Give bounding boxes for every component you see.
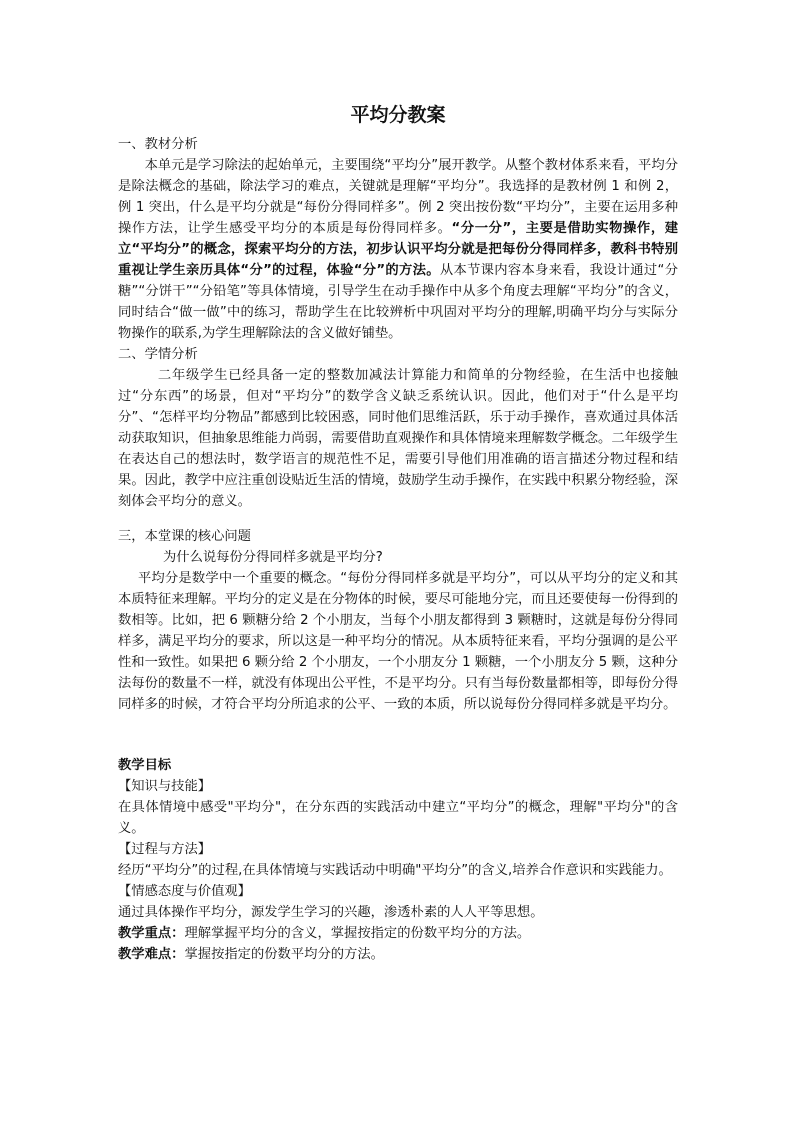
section-heading-material-analysis: 一、教材分析 bbox=[118, 137, 198, 152]
emotion-values-text: 通过具体操作平均分，源发学生学习的兴趣，渗透朴素的人人平等思想。 bbox=[118, 905, 544, 920]
document-title: 平均分教案 bbox=[350, 104, 446, 126]
material-analysis-text-c: 从本节课内容本身来看，我设计通过“分糖”“分饼干”“分铅笔”等具体情境，引导学生在动手操作中从多个角度去理解“平均分”的含义，同时结合“做一做”中的练习，帮助学生在比较辨析中巩固对平均分的理解,明确平均分与实际分物操作的联系,为学生理解除法的含义做好铺垫。 bbox=[118, 263, 678, 341]
knowledge-skills-title: 【知识与技能】 bbox=[118, 779, 212, 794]
teaching-key-label: 教学重点： bbox=[118, 926, 185, 941]
material-analysis-text-a: 本单元是学习除法的起始单元，主要围绕“平均分”展开教学。从整个教材体系来看，平均分是除法概念的基础，除法学习的难点，关键就是理解“平均分”。我选择的是教材例 1 和例 2，例 1 突出，什么是平均分就是“每份分得同样多”。例 2 突出按份数“平均分”，主要在运用多种操作方法，让学生感受平均分的本质是每份得同样多。 bbox=[118, 158, 678, 236]
section-heading-student-analysis: 二、学情分析 bbox=[118, 347, 198, 362]
process-method-text: 经历“平均分”的过程,在具体情境与实践话动中明确"平均分”的含义,培养合作意识和实践能力。 bbox=[118, 863, 672, 878]
section-heading-core-question: 三，本堂课的核心问题 bbox=[118, 529, 251, 544]
teaching-difficulty-label: 教学难点： bbox=[118, 947, 185, 962]
student-analysis-paragraph: 二年级学生已经具备一定的整数加减法计算能力和简单的分物经验，在生活中也接触过“分东西”的场景，但对“平均分”的数学含义缺乏系统认识。因此，他们对于“什么是平均分”、“怎样平均分物品”都感到比较困惑，同时他们思维活跃，乐于动手操作，喜欢通过具体活动获取知识，但抽象思维能力尚弱，需要借助直观操作和具体情境来理解数学概念。二年级学生在表达自己的想法时，数学语言的规范性不足，需要引导他们用准确的语言描述分物过程和结果。因此，教学中应注重创设贴近生活的情境，鼓励学生动手操作，在实践中积累分物经验，深刻体会平均分的意义。 bbox=[118, 368, 678, 509]
process-method-title: 【过程与方法】 bbox=[118, 842, 212, 857]
material-analysis-text-bold: “分一分”，主要是借助实物操作，建立“平均分”的概念，探索平均分的方法，初步认识平均分就是把每份分得同样多，教科书特别重视让学生亲历具体“分”的过程，体验“分”的方法。 bbox=[118, 221, 679, 278]
knowledge-skills-text: 在具体情境中感受"平均分"，在分东西的实践活动中建立“平均分”的概念，理解"平均分"的含义。 bbox=[118, 800, 678, 836]
teaching-key-point bbox=[118, 923, 678, 944]
core-question: 为什么说每份分得同样多就是平均分? bbox=[163, 550, 383, 565]
teaching-goals-heading: 教学目标 bbox=[118, 758, 172, 773]
teaching-difficulty-text: 掌握按指定的份数平均分的方法。 bbox=[184, 947, 384, 962]
document-page bbox=[118, 100, 678, 965]
core-question-paragraph: 平均分是数学中一个重要的概念。“每份分得同样多就是平均分”，可以从平均分的定义和其本质特征来理解。平均分的定义是在分物体的时候，要尽可能地分完，而且还要使每一份得到的数相等。比如，把 6 颗糖分给 2 个小朋友，当每个小朋友都得到 3 颗糖时，这就是每份分得同样多，满足平均分的要求，所以这是一种平均分的情况。从本质特征来看，平均分强调的是公平性和一致性。如果把 6 颗分给 2 个小朋友，一个小朋友分 1 颗糖，一个小朋友分 5 颗，这种分法每份的数量不一样，就没有体现出公平性，不是平均分。只有当每份数量都相等，即每份分得同样多的时候，才符合平均分所追求的公平、一致的本质，所以说每份分得同样多就是平均分。 bbox=[118, 571, 678, 712]
teaching-key-text: 理解掌握平均分的含义，掌握按指定的份数平均分的方法。 bbox=[184, 926, 531, 941]
teaching-difficulty bbox=[118, 944, 678, 965]
emotion-values-title: 【情感态度与价值观】 bbox=[118, 884, 251, 899]
material-analysis-paragraph bbox=[118, 155, 678, 344]
